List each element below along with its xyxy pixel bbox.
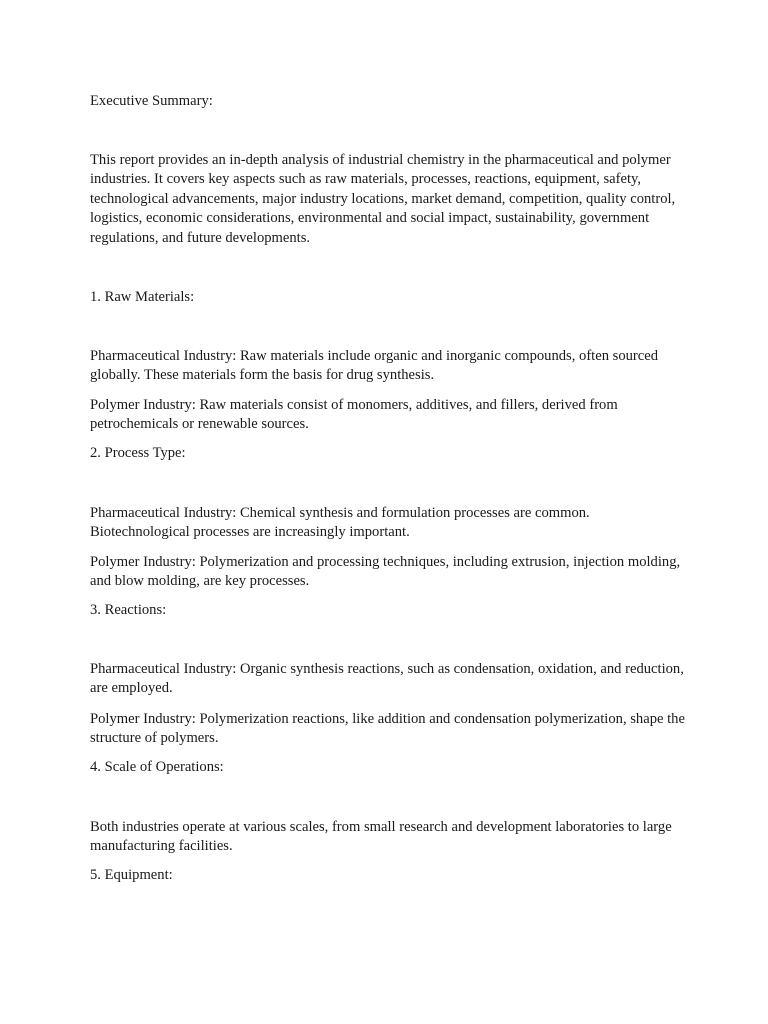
paragraph-process-type-pharmaceutical: Pharmaceutical Industry: Chemical synthesis and formulation processes are common. Biotechnological processes are increasingly important. — [90, 505, 590, 541]
paragraph-reactions-pharmaceutical: Pharmaceutical Industry: Organic synthesis reactions, such as condensation, oxidation, and reduction, are employed. — [90, 661, 684, 697]
executive-summary-body: This report provides an in-depth analysis of industrial chemistry in the pharmaceutical and polymer industries. It covers key aspects such as raw materials, processes, reactions, equipment, safety, technological advancements, major industry locations, market demand, competition, quality control, logistics, economic considerations, environmental and social impact, sustainability, government regulations, and future developments. — [90, 152, 676, 246]
executive-summary-heading: Executive Summary: — [90, 93, 213, 109]
paragraph-scale-of-operations: Both industries operate at various scales, from small research and development laboratories to large manufacturing facilities. — [90, 819, 672, 855]
section-heading-scale-of-operations: 4. Scale of Operations: — [90, 759, 224, 775]
section-heading-equipment: 5. Equipment: — [90, 867, 173, 883]
paragraph-reactions-polymer: Polymer Industry: Polymerization reactions, like addition and condensation polymerization, shape the structure of polymers. — [90, 711, 685, 747]
paragraph-raw-materials-pharmaceutical: Pharmaceutical Industry: Raw materials include organic and inorganic compounds, often sourced globally. These materials form the basis for drug synthesis. — [90, 348, 659, 384]
section-heading-raw-materials: 1. Raw Materials: — [90, 289, 195, 305]
paragraph-process-type-polymer: Polymer Industry: Polymerization and processing techniques, including extrusion, injection molding, and blow molding, are key processes. — [90, 554, 681, 590]
section-heading-process-type: 2. Process Type: — [90, 445, 186, 461]
section-heading-reactions: 3. Reactions: — [90, 602, 167, 618]
paragraph-raw-materials-polymer: Polymer Industry: Raw materials consist of monomers, additives, and fillers, derived from petrochemicals or renewable sources. — [90, 397, 618, 433]
